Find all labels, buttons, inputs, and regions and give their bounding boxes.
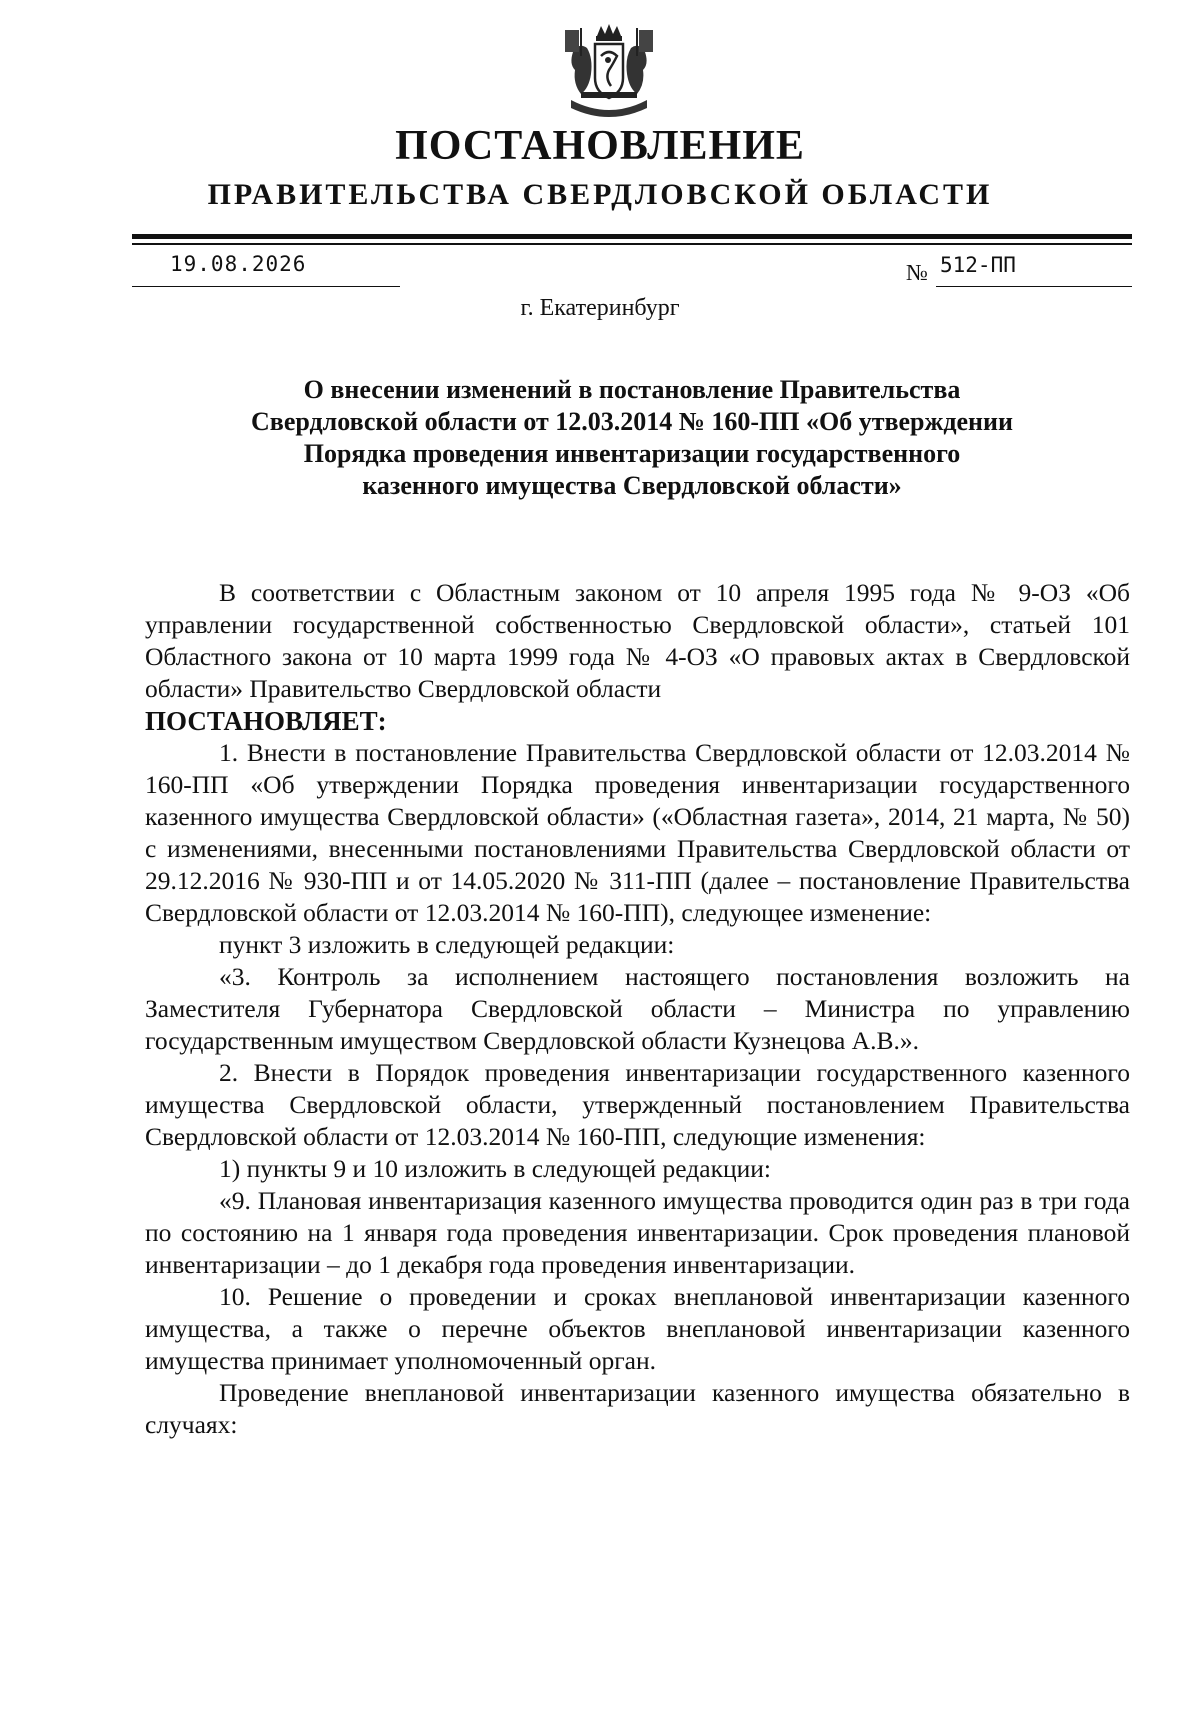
item-1-quote: «3. Контроль за исполнением настоящего постановления возложить на Заместителя Губернатора Свердловской области – Министра по управлению государственным имуществом Свердловской области Кузнецова А.В.». [145,962,1130,1055]
document-title: ПОСТАНОВЛЕНИЕ [395,123,805,169]
heading-line: Свердловской области от 12.03.2014 № 160-ПП «Об утверждении [251,407,1013,436]
coat-of-arms-icon [561,22,657,126]
document-date: 19.08.2026 [170,252,307,276]
preamble-paragraph: В соответствии с Областным законом от 10 апреля 1995 года № 9-ОЗ «Об управлении государственной собственностью Свердловской области», статьей 101 Областного закона от 10 марта 1999 года № 4-ОЗ «О правовых актах в Свердловской области» Правительство Свердловской области [145,578,1130,703]
heading-line: казенного имущества Свердловской области» [362,471,902,500]
document-subtitle: ПРАВИТЕЛЬСТВА СВЕРДЛОВСКОЙ ОБЛАСТИ [207,178,993,211]
item-2-point-10: 10. Решение о проведении и сроках внеплановой инвентаризации казенного имущества, а также о перечне объектов внеплановой инвентаризации казенного имущества принимает уполномоченный орган. [145,1282,1130,1375]
document-heading [132,374,1132,502]
number-underline [936,286,1132,287]
item-2-point-9: «9. Плановая инвентаризация казенного имущества проводится один раз в три года по состоянию на 1 января года проведения инвентаризации. Срок проведения плановой инвентаризации – до 1 декабря года проведения инвентаризации. [145,1186,1130,1279]
item-1-paragraph: 1. Внести в постановление Правительства Свердловской области от 12.03.2014 № 160-ПП «Об утверждении Порядка проведения инвентаризации государственного казенного имущества Свердловской области» («Областная газета», 2014, 21 марта, № 50) с изменениями, внесенными постановлениями Правительства Свердловской области от 29.12.2016 № 930-ПП и от 14.05.2020 № 311-ПП (далее – постановление Правительства Свердловской области от 12.03.2014 № 160-ПП), следующее изменение: [145,738,1130,927]
heading-line: О внесении изменений в постановление Правительства [303,375,961,404]
item-1-subparagraph: пункт 3 изложить в следующей редакции: [219,930,675,959]
date-underline [132,286,400,287]
item-2-subparagraph: 1) пункты 9 и 10 изложить в следующей редакции: [219,1154,771,1183]
header-divider-thick [132,234,1132,239]
item-2-paragraph: 2. Внести в Порядок проведения инвентаризации государственного казенного имущества Свердловской области, утвержденный постановлением Правительства Свердловской области от 12.03.2014 № 160-ПП, следующие изменения: [145,1058,1130,1151]
resolves-heading: ПОСТАНОВЛЯЕТ: [145,706,387,736]
document-body [145,577,1130,1441]
document-city: г. Екатеринбург [520,295,680,321]
heading-line: Порядка проведения инвентаризации государственного [303,439,961,468]
number-sign: № [906,260,928,285]
header-divider-thin [132,243,1132,245]
document-number: 512-ПП [940,253,1016,277]
item-2-point-10-continuation: Проведение внеплановой инвентаризации казенного имущества обязательно в случаях: [145,1378,1130,1439]
